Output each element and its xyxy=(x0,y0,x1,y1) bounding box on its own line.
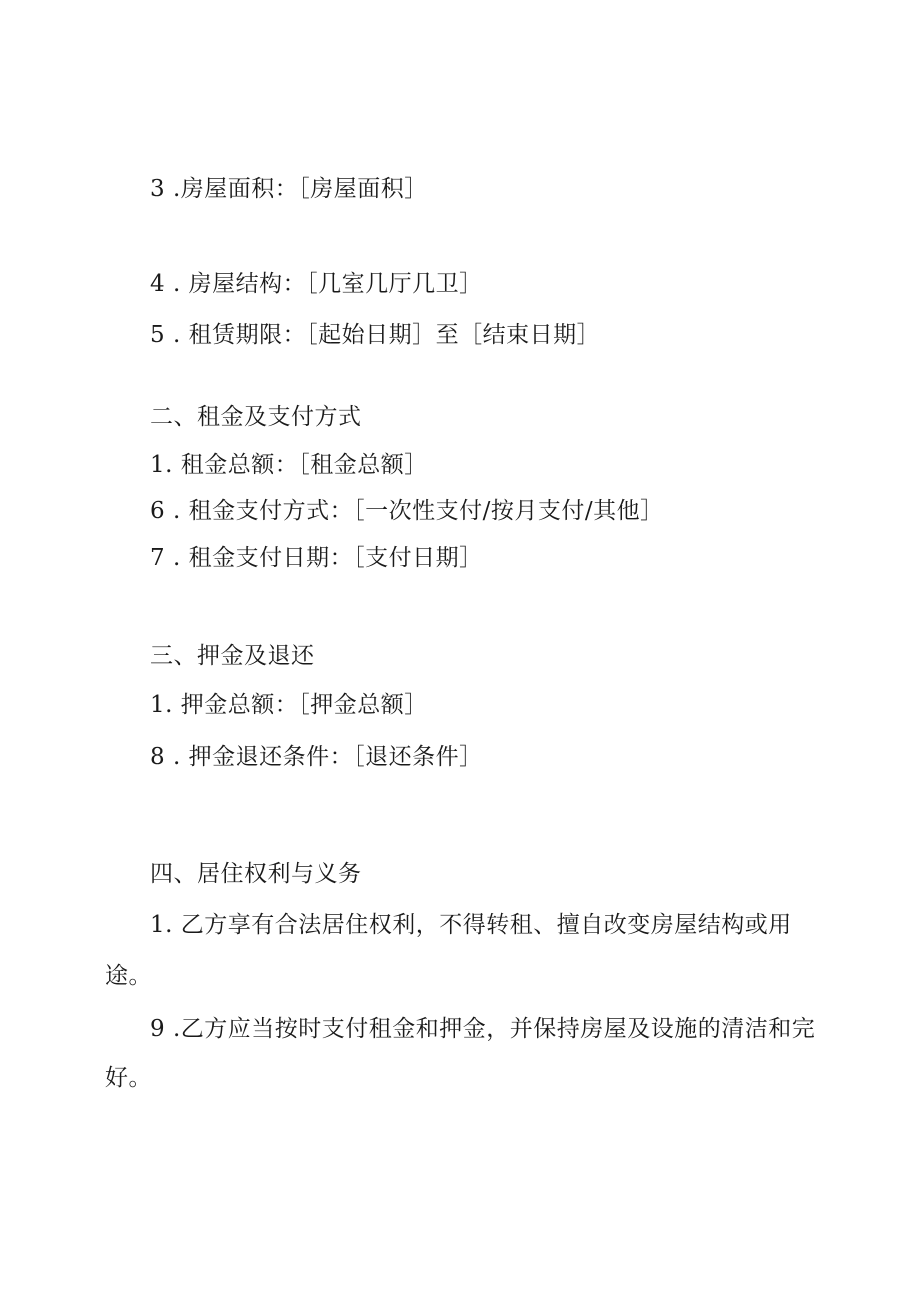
item-tenant-obligation-continued: 好。 xyxy=(105,1065,152,1091)
section-heading-rent: 二、租金及支付方式 xyxy=(150,404,362,430)
item-rent-payment-date: 7 . 租金支付日期：［支付日期］ xyxy=(150,545,483,571)
item-rent-total: 1. 租金总额：［租金总额］ xyxy=(150,452,428,478)
item-tenant-obligation: 9 .乙方应当按时支付租金和押金，并保持房屋及设施的清洁和完 xyxy=(150,1016,816,1042)
item-house-area: 3 .房屋面积：［房屋面积］ xyxy=(150,176,428,202)
item-tenant-right-continued: 途。 xyxy=(105,963,152,989)
item-house-structure: 4 . 房屋结构：［几室几厅几卫］ xyxy=(150,271,483,297)
section-heading-deposit: 三、押金及退还 xyxy=(150,643,315,669)
section-heading-rights-obligations: 四、居住权利与义务 xyxy=(150,861,362,887)
item-tenant-right: 1. 乙方享有合法居住权利，不得转租、擅自改变房屋结构或用 xyxy=(150,912,792,938)
item-deposit-total: 1. 押金总额：［押金总额］ xyxy=(150,692,428,718)
item-lease-term: 5 . 租赁期限：［起始日期］至［结束日期］ xyxy=(150,322,601,348)
item-rent-payment-method: 6 . 租金支付方式：［一次性支付/按月支付/其他］ xyxy=(150,498,664,524)
item-deposit-refund-conditions: 8 . 押金退还条件：［退还条件］ xyxy=(150,744,483,770)
